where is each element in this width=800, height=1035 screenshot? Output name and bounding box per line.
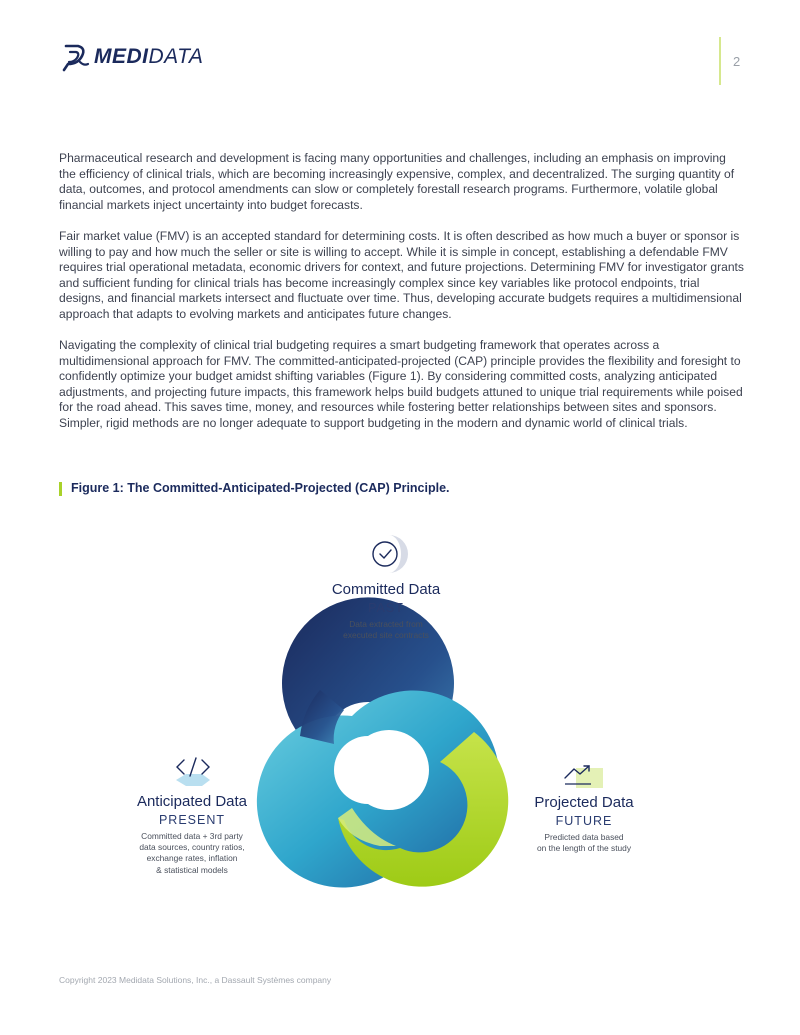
anticipated-label [112, 793, 272, 876]
body-paragraph: Pharmaceutical research and development is facing many opportunities and challenges, including an emphasis on improving the efficiency of clinical trials, which are becoming increasingly expensive, complex, and decentralized. The surging quantity of data, outcomes, and protocol amendments can slow or completely forestall research programs. Furthermore, volatile global financial markets inject uncertainty into budget forecasts. [59, 151, 735, 212]
projected-description: Predicted data based on the length of the study [536, 832, 632, 854]
committed-label [300, 581, 472, 641]
figure-title: Figure 1: The Committed-Anticipated-Projected (CAP) Principle. [71, 481, 450, 495]
check-circle-icon [373, 535, 408, 573]
center-hole [349, 730, 429, 810]
page-number: 2 [733, 54, 741, 69]
copyright-footer: Copyright 2023 Medidata Solutions, Inc., a Dassault Systèmes company [59, 975, 332, 985]
body-paragraph: Fair market value (FMV) is an accepted standard for determining costs. It is often described as how much a buyer or sponsor is willing to pay and how much the seller or site is willing to accept. While it is simple in concept, establishing a defendable FMV requires trial operational metadata, economic drivers for context, and future projections. Determining FMV for investigator grants and sufficient funding for clinical trials has become increasingly complex since key variables like protocol endpoints, trial designs, and financial markets intersect and fluctuate over time. Thus, developing accurate budgets requires a multidimensional approach that adapts to evolving markets and anticipates future changes. [59, 229, 744, 321]
body-paragraph: Navigating the complexity of clinical trial budgeting requires a smart budgeting framework that operates across a multidimensional approach for FMV. The committed-anticipated-projected (CAP) principle provides the flexibility and foresight to confidently optimize your budget amidst shifting variables (Figure 1). By considering committed costs, analyzing anticipated adjustments, and projecting future impacts, this framework helps build budgets attuned to unique trial requirements while poised for the road ahead. This saves time, money, and resources while fostering better relationships between sites and sponsors. Simpler, rigid methods are no longer adequate to support budgeting in the modern and dynamic world of clinical trials. [59, 338, 743, 430]
anticipated-description: Committed data + 3rd party data sources, country ratios, exchange rates, inflation & statistical models [139, 831, 245, 875]
committed-title: Committed Data [331, 581, 441, 598]
anticipated-time: PRESENT [158, 813, 226, 827]
anticipated-title: Anticipated Data [136, 793, 248, 810]
committed-time: PAST [368, 601, 404, 615]
code-brackets-icon [176, 758, 210, 786]
projected-label [510, 794, 658, 854]
projected-time: FUTURE [555, 814, 613, 828]
projected-title: Projected Data [534, 794, 634, 811]
committed-description: Data extracted from executed site contracts [343, 619, 429, 641]
trend-up-icon [565, 766, 603, 788]
logo-wordmark: MEDIDATA [94, 45, 204, 68]
